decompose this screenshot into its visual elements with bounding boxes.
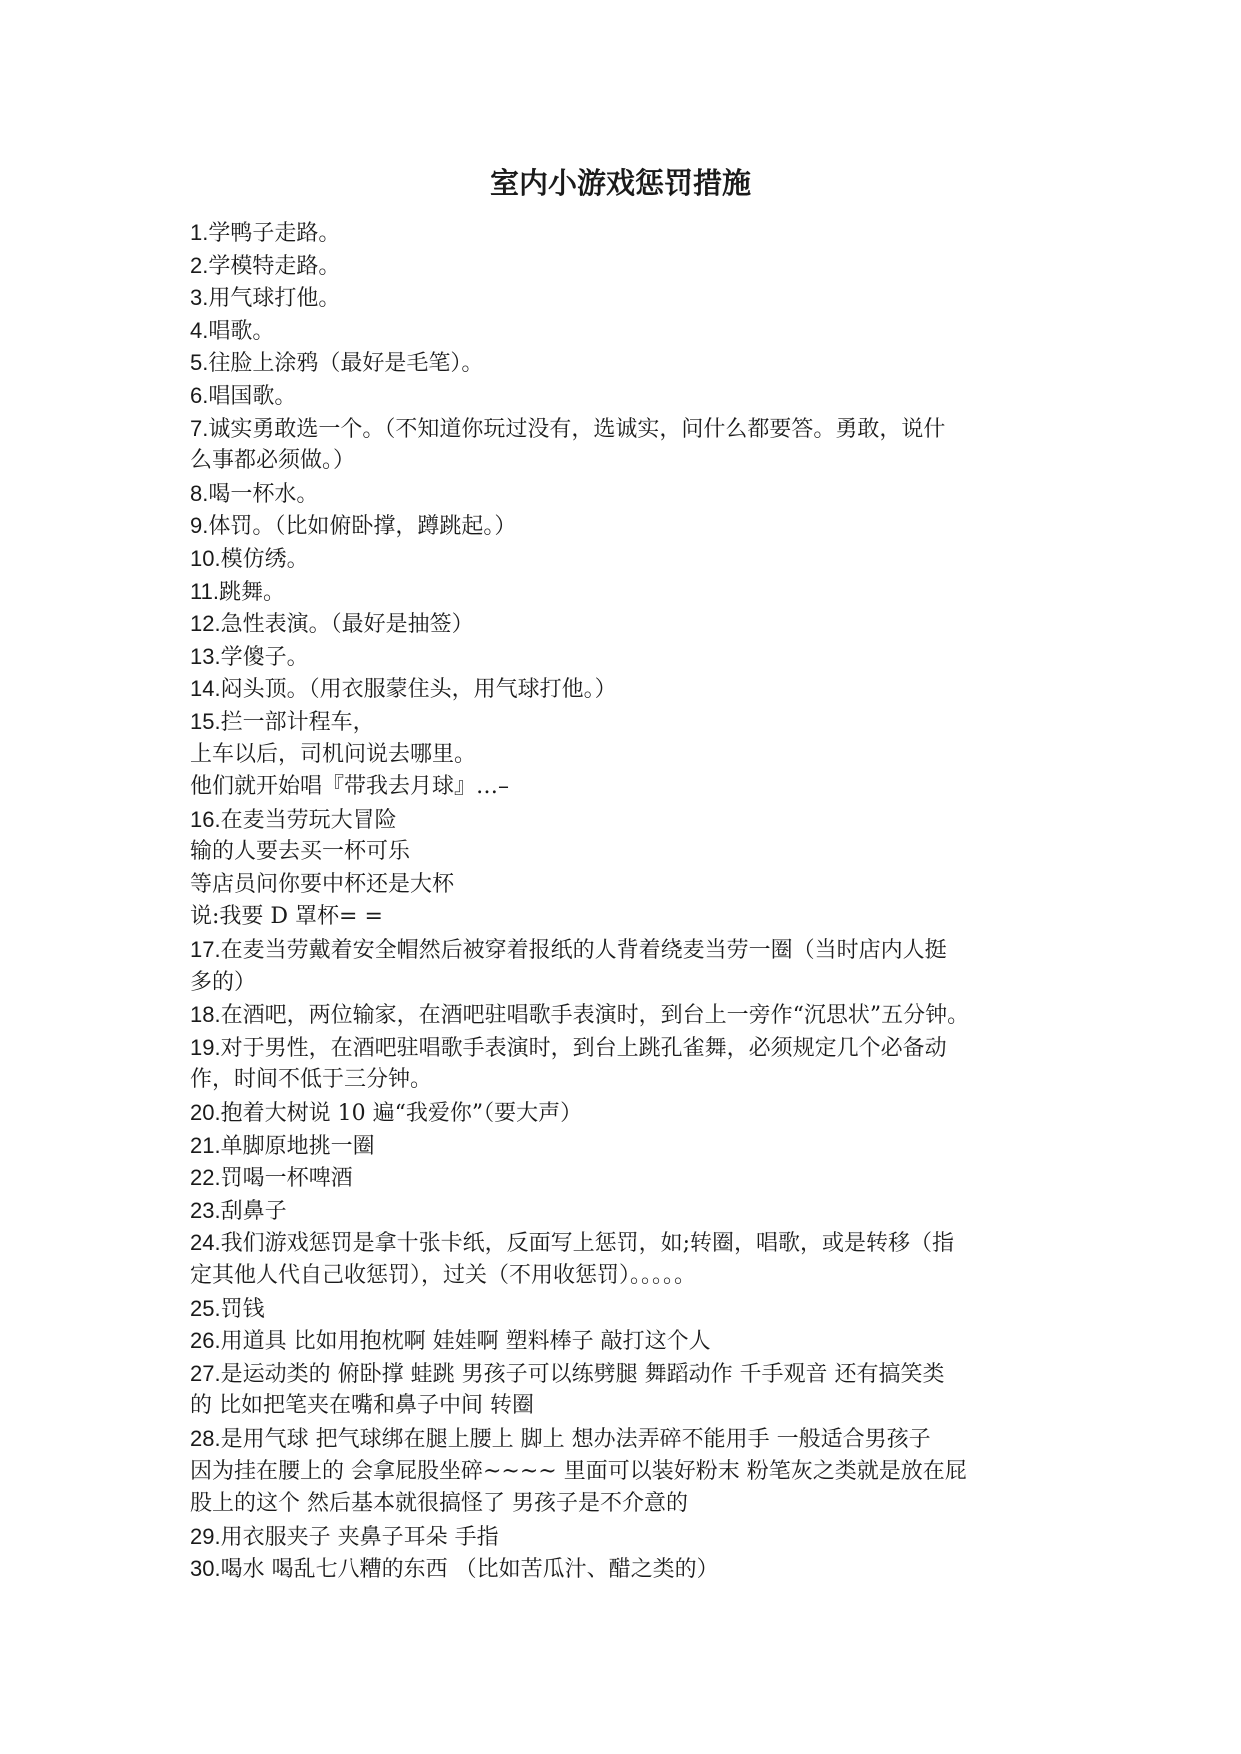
item-number: 20. [190, 1100, 221, 1126]
item-text: 模仿绣。 [220, 546, 309, 572]
item-text: 输的人要去买一杯可乐 [190, 839, 411, 865]
list-item [190, 1195, 1070, 1228]
item-text: 多的） [190, 969, 257, 995]
item-text: 学鸭子走路。 [208, 221, 341, 246]
item-text: 的 比如把笔夹在嘴和鼻子中间 转圈 [190, 1393, 534, 1419]
page-title: 室内小游戏惩罚措施 [489, 166, 751, 200]
list-item [190, 1488, 1070, 1521]
item-text: 他们就开始唱『带我去月球』…– [190, 774, 510, 800]
item-text: 体罚。（比如俯卧撑，蹲跳起。） [208, 514, 517, 540]
list-item [190, 478, 1070, 511]
item-text: 刮鼻子 [220, 1198, 287, 1224]
item-number: 7. [190, 415, 209, 441]
item-text: 等店员问你要中杯还是大杯 [190, 871, 455, 897]
list-item [190, 1521, 1070, 1554]
item-text: 急性表演。（最好是抽签） [220, 612, 474, 638]
list-item [190, 836, 1070, 869]
list-item [190, 1227, 1070, 1260]
list-item [190, 413, 1070, 446]
item-text: 抱着大树说 10 遍“我爱你”（要大声） [220, 1101, 583, 1127]
list-item [190, 1130, 1070, 1163]
list-item [190, 673, 1070, 706]
item-text: 唱歌。 [208, 318, 275, 344]
item-text: 学傻子。 [220, 644, 309, 670]
item-text: 拦一部计程车， [220, 709, 375, 735]
item-text: 我们游戏惩罚是拿十张卡纸，反面写上惩罚，如;转圈，唱歌，或是转移（指 [220, 1231, 955, 1257]
item-text: 在麦当劳玩大冒险 [220, 807, 397, 833]
item-number: 9. [190, 513, 209, 539]
list-item [190, 1358, 1070, 1391]
list-item [190, 967, 1070, 1000]
item-text: 对于男性，在酒吧驻唱歌手表演时，到台上跳孔雀舞，必须规定几个必备动 [220, 1035, 947, 1061]
item-text: 是用气球 把气球绑在腿上腰上 脚上 想办法弄碎不能用手 一般适合男孩子 [220, 1426, 931, 1452]
item-text: 喝一杯水。 [208, 481, 319, 507]
list-item [190, 1162, 1070, 1195]
item-number: 29. [190, 1523, 221, 1549]
list-item [190, 1423, 1070, 1456]
item-text: 么事都必须做。） [190, 448, 356, 474]
item-text: 罚钱 [220, 1296, 265, 1322]
list-item [190, 739, 1070, 772]
list-item [190, 543, 1070, 576]
item-number: 11. [190, 578, 219, 604]
list-item [190, 217, 1070, 250]
item-number: 22. [190, 1165, 221, 1191]
list-item [190, 315, 1070, 348]
list-item [190, 445, 1070, 478]
item-number: 4. [190, 317, 209, 343]
item-number: 8. [190, 480, 209, 506]
list-item [190, 380, 1070, 413]
list-item [190, 608, 1070, 641]
list-item [190, 282, 1070, 315]
item-text: 用道具 比如用抱枕啊 娃娃啊 塑料棒子 敲打这个人 [220, 1329, 711, 1355]
item-number: 3. [190, 285, 209, 311]
list-item [190, 576, 1070, 609]
punishment-list [190, 217, 1070, 1586]
item-text: 跳舞。 [218, 579, 285, 605]
item-number: 2. [190, 252, 209, 278]
item-number: 13. [190, 643, 221, 669]
item-number: 10. [190, 545, 221, 571]
item-number: 23. [190, 1197, 221, 1223]
list-item [190, 1325, 1070, 1358]
list-item [190, 706, 1070, 739]
item-number: 17. [190, 937, 221, 963]
list-item [190, 771, 1070, 804]
item-text: 唱国歌。 [208, 383, 297, 409]
item-number: 26. [190, 1328, 221, 1354]
item-number: 24. [190, 1230, 221, 1256]
item-number: 5. [190, 350, 209, 376]
item-text: 说:我要 D 罩杯= = [190, 904, 383, 930]
item-text: 罚喝一杯啤酒 [220, 1166, 353, 1192]
list-item [190, 1456, 1070, 1489]
list-item [190, 1553, 1070, 1586]
item-text: 在麦当劳戴着安全帽然后被穿着报纸的人背着绕麦当劳一圈（当时店内人挺 [220, 938, 947, 964]
item-number: 21. [190, 1132, 221, 1158]
item-number: 6. [190, 382, 209, 408]
item-text: 股上的这个 然后基本就很搞怪了 男孩子是不介意的 [190, 1491, 688, 1517]
list-item [190, 1032, 1070, 1065]
item-number: 30. [190, 1556, 221, 1582]
item-number: 27. [190, 1360, 221, 1386]
list-item [190, 510, 1070, 543]
item-text: 定其他人代自己收惩罚），过关（不用收惩罚）。。。。。 [190, 1263, 697, 1288]
item-text: 上车以后，司机问说去哪里。 [190, 741, 477, 767]
item-text: 闷头顶。（用衣服蒙住头，用气球打他。） [220, 677, 617, 703]
item-text: 往脸上涂鸦（最好是毛笔）。 [208, 351, 484, 377]
item-text: 学模特走路。 [208, 253, 341, 279]
item-number: 16. [190, 806, 221, 832]
list-item [190, 250, 1070, 283]
list-item [190, 1260, 1070, 1293]
list-item [190, 347, 1070, 380]
list-item [190, 641, 1070, 674]
list-item [190, 1390, 1070, 1423]
list-item [190, 804, 1070, 837]
list-item [190, 999, 1070, 1032]
item-number: 19. [190, 1034, 221, 1060]
item-number: 12. [190, 611, 221, 637]
item-number: 28. [190, 1425, 221, 1451]
item-text: 诚实勇敢选一个。（不知道你玩过没有，选诚实，问什么都要答。勇敢，说什 [208, 416, 946, 442]
item-number: 18. [190, 1002, 221, 1028]
list-item [190, 1097, 1070, 1130]
list-item [190, 934, 1070, 967]
item-text: 用衣服夹子 夹鼻子耳朵 手指 [220, 1524, 499, 1550]
item-text: 因为挂在腰上的 会拿屁股坐碎~~~~ 里面可以装好粉末 粉笔灰之类就是放在屁 [190, 1458, 967, 1484]
item-number: 1. [190, 220, 209, 245]
list-item [190, 901, 1070, 934]
item-text: 是运动类的 俯卧撑 蛙跳 男孩子可以练劈腿 舞蹈动作 千手观音 还有搞笑类 [220, 1361, 945, 1387]
item-text: 用气球打他。 [208, 286, 341, 312]
item-text: 作，时间不低于三分钟。 [190, 1067, 433, 1093]
list-item [190, 1064, 1070, 1097]
list-item [190, 1293, 1070, 1326]
item-number: 15. [190, 708, 221, 734]
item-number: 25. [190, 1295, 221, 1321]
item-number: 14. [190, 676, 221, 702]
item-text: 在酒吧，两位输家，在酒吧驻唱歌手表演时，到台上一旁作“沉思状”五分钟。 [220, 1003, 970, 1029]
item-text: 喝水 喝乱七八糟的东西 （比如苦瓜汁、醋之类的） [220, 1557, 719, 1583]
item-text: 单脚原地挑一圈 [220, 1133, 375, 1159]
list-item [190, 869, 1070, 902]
